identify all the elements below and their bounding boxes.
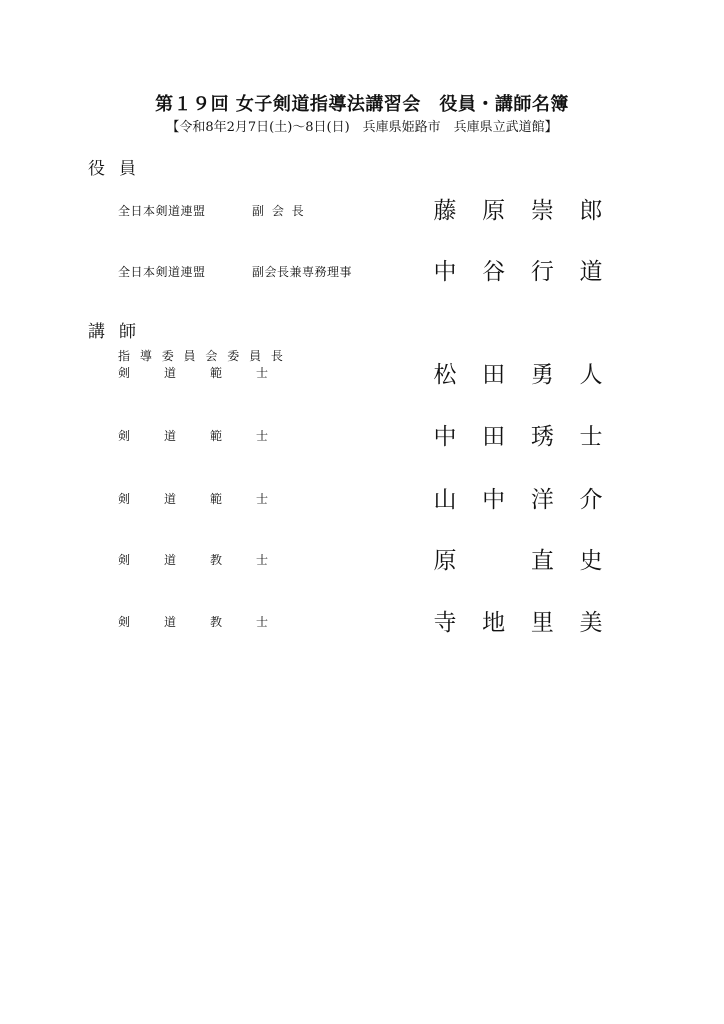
leader-char: 導	[139, 349, 152, 363]
rank-char: 剣	[118, 553, 131, 567]
name-char: 美	[579, 610, 603, 636]
name-char: 藤	[433, 198, 457, 224]
leader-char: 長	[270, 349, 283, 363]
rank-char: 道	[164, 492, 177, 506]
name-char: 史	[579, 548, 603, 574]
name-char: 松	[433, 362, 457, 388]
rank-char: 士	[256, 429, 269, 443]
officers-heading: 役員	[88, 159, 150, 179]
instructor-name	[432, 542, 604, 575]
instructor-rank	[118, 613, 268, 630]
officer-org: 全日本剣道連盟	[118, 265, 206, 279]
name-char: 琇	[530, 424, 554, 450]
rank-char: 士	[256, 615, 269, 629]
name-char: 山	[433, 487, 457, 513]
name-char: 勇	[530, 362, 554, 388]
rank-char: 士	[256, 492, 269, 506]
instructor-rank	[118, 427, 268, 444]
name-char	[481, 542, 507, 575]
rank-char: 士	[256, 366, 269, 380]
leader-char: 委	[161, 349, 174, 363]
name-char: 人	[579, 362, 603, 388]
name-char: 士	[579, 424, 603, 450]
instructor-rank	[118, 490, 268, 507]
leader-char: 指	[118, 349, 131, 363]
rank-char: 範	[210, 492, 223, 506]
name-char: 郎	[579, 198, 603, 224]
name-char: 田	[482, 362, 506, 388]
instructor-rank	[118, 364, 268, 381]
page-title: 第１９回 女子剣道指導法講習会 役員・講師名簿	[155, 94, 569, 115]
leader-title	[118, 347, 283, 364]
rank-char: 剣	[118, 429, 131, 443]
rank-char: 範	[210, 366, 223, 380]
rank-char: 剣	[118, 615, 131, 629]
officer-name	[432, 253, 604, 286]
name-char: 行	[530, 259, 554, 285]
officer-name	[432, 192, 604, 225]
name-char: 谷	[482, 259, 506, 285]
name-char: 原	[482, 198, 506, 224]
leader-char: 委	[227, 349, 240, 363]
name-char: 中	[433, 424, 457, 450]
name-char: 里	[530, 610, 554, 636]
leader-char: 会	[205, 349, 218, 363]
rank-char: 道	[164, 553, 177, 567]
name-char: 直	[530, 548, 554, 574]
rank-char: 道	[164, 615, 177, 629]
instructor-rank	[118, 551, 268, 568]
name-char: 寺	[433, 610, 457, 636]
leader-char: 員	[249, 349, 262, 363]
rank-char: 剣	[118, 366, 131, 380]
rank-char: 範	[210, 429, 223, 443]
rank-char: 教	[210, 553, 223, 567]
rank-char: 剣	[118, 492, 131, 506]
instructor-name	[432, 481, 604, 514]
instructor-name	[432, 604, 604, 637]
name-char: 地	[482, 610, 506, 636]
officer-role: 副 会 長	[252, 204, 306, 218]
officer-org: 全日本剣道連盟	[118, 204, 206, 218]
name-char: 崇	[530, 198, 554, 224]
name-char: 中	[433, 259, 457, 285]
name-char: 介	[579, 487, 603, 513]
page-subtitle: 【令和8年2月7日(土)～8日(日) 兵庫県姫路市 兵庫県立武道館】	[166, 120, 558, 135]
name-char: 田	[482, 424, 506, 450]
name-char: 原	[433, 548, 457, 574]
rank-char: 士	[256, 553, 269, 567]
rank-char: 道	[164, 366, 177, 380]
name-char: 道	[579, 259, 603, 285]
officer-role: 副会長兼専務理事	[252, 265, 353, 279]
name-char: 洋	[530, 487, 554, 513]
instructor-name	[432, 356, 604, 389]
instructors-heading: 講師	[88, 322, 150, 342]
leader-char: 員	[183, 349, 196, 363]
name-char: 中	[482, 487, 506, 513]
instructor-name	[432, 418, 604, 451]
rank-char: 道	[164, 429, 177, 443]
rank-char: 教	[210, 615, 223, 629]
